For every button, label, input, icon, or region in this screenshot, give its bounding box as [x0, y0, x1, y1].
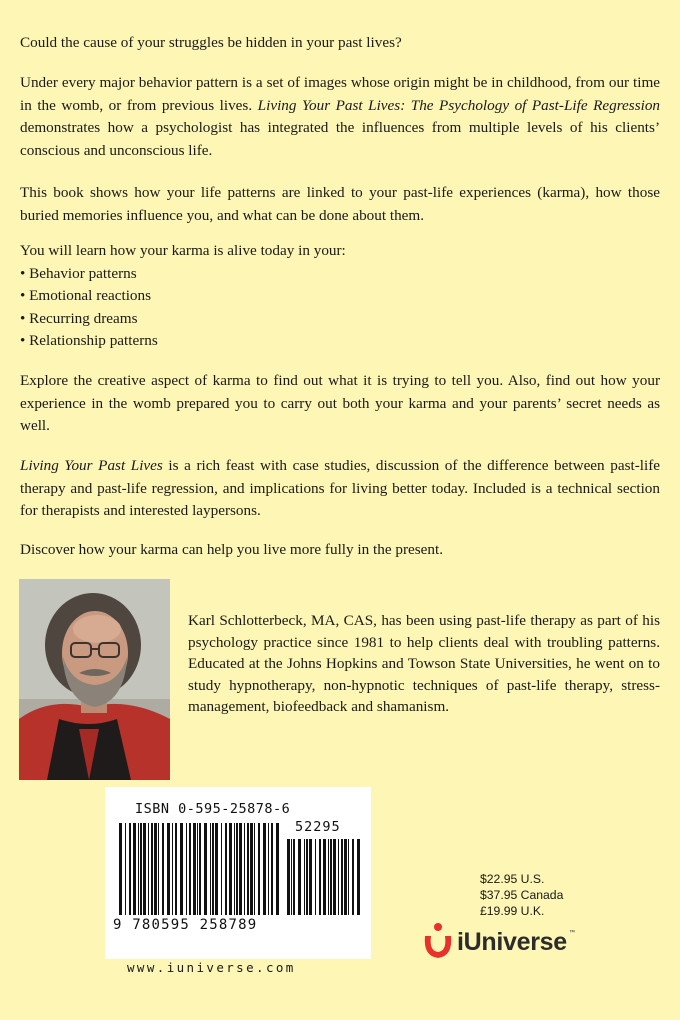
barcode-bar	[330, 839, 332, 915]
bullet-item: • Behavior patterns	[20, 263, 660, 286]
barcode-bar	[341, 839, 343, 915]
question-text: Could the cause of your struggles be hidden in your past lives?	[20, 34, 402, 51]
feast-rest: is a rich feast with case studies, discussion of the difference between past-life therapy and past-life regression, and implications for living better today. Included is a technical section for therapists and interested laypersons.	[20, 457, 660, 519]
barcode-bar	[333, 839, 336, 915]
barcode-bar	[271, 823, 273, 915]
intro-start: Under every major behavior pattern is a set of images whose origin might be in childhood, from our time in the womb, or from previous lives.	[20, 74, 660, 114]
barcode-bar	[315, 839, 316, 915]
price-uk: £19.99 U.K.	[480, 904, 545, 918]
intro-end: demonstrates how a psychologist has integrated the influences from multiple levels of his clients’ conscious and unconscious life.	[20, 119, 660, 159]
blurb-paragraph-explore	[20, 370, 660, 438]
barcode-bar	[189, 823, 191, 915]
barcode-bar	[229, 823, 232, 915]
barcode-bar	[348, 839, 349, 915]
barcode-bar	[197, 823, 198, 915]
barcode-bar	[151, 823, 153, 915]
iuniverse-logo-icon	[421, 922, 455, 962]
barcode-bar	[154, 823, 157, 915]
blurb-paragraph-intro	[20, 72, 660, 162]
barcode-bar	[236, 823, 238, 915]
barcode-bar	[258, 823, 260, 915]
barcode-bar	[304, 839, 305, 915]
intro-paragraph	[20, 72, 660, 162]
barcode-bar	[250, 823, 253, 915]
author-photo	[19, 579, 170, 780]
barcode-bar	[234, 823, 235, 915]
barcode-bar	[254, 823, 255, 915]
barcode-bar	[247, 823, 249, 915]
barcode-bar	[138, 823, 139, 915]
explore-paragraph: Explore the creative aspect of karma to find out what it is trying to tell you. Also, find out how your experience in the womb prepared you to carry out both your karma and your parents’ secret needs as well.	[20, 372, 660, 434]
barcode-bar	[352, 839, 354, 915]
barcode-bar	[186, 823, 187, 915]
barcode-bar	[291, 839, 292, 915]
isbn-number: ISBN 0-595-25878-6	[135, 801, 291, 817]
book-title-italic-short: Living Your Past Lives	[20, 457, 163, 474]
author-bio: Karl Schlotterbeck, MA, CAS, has been using past-life therapy as part of his psychology practice since 1981 to help clients deal with troubling patterns. Educated at the Johns Hopkins and Towson State Universities, he went on to study hypnotherapy, non-hypnotic techniques of past-life therapy, stress-management, biofeedback and shamanism.	[188, 612, 660, 715]
barcode-bar	[293, 839, 295, 915]
barcode-bar	[143, 823, 146, 915]
discover-paragraph: Discover how your karma can help you live more fully in the present.	[20, 541, 444, 558]
barcode-bar	[158, 823, 159, 915]
barcode-bar	[357, 839, 360, 915]
barcode-bar	[193, 823, 196, 915]
ean-digits: 9 780595 258789	[113, 917, 258, 933]
price-canada: $37.95 Canada	[480, 888, 564, 902]
barcode-bar	[125, 823, 126, 915]
barcode-bar	[162, 823, 164, 915]
publisher-logo	[421, 922, 581, 962]
barcode-bar	[309, 839, 312, 915]
barcode-bar	[298, 839, 301, 915]
barcode-bar	[167, 823, 170, 915]
barcode-bar	[319, 839, 321, 915]
barcode-bar	[119, 823, 122, 915]
bullet-item: • Relationship patterns	[20, 330, 660, 353]
book-title-italic: Living Your Past Lives: The Psychology of Past-Life Regression	[257, 96, 661, 114]
bullet-list	[20, 263, 660, 353]
bullet-item: • Emotional reactions	[20, 285, 660, 308]
barcode-bar	[180, 823, 183, 915]
price-us: $22.95 U.S.	[480, 872, 545, 886]
barcode-bar	[225, 823, 227, 915]
barcode-bar	[344, 839, 347, 915]
isbn-barcode	[105, 787, 371, 959]
author-portrait-illustration	[19, 579, 170, 780]
barcode-bar	[268, 823, 269, 915]
barcode-bar	[133, 823, 136, 915]
barcode-bar	[199, 823, 201, 915]
price-code: 52295	[295, 819, 341, 835]
barcode-bar	[276, 823, 279, 915]
barcode-bar	[221, 823, 222, 915]
barcode-bar	[263, 823, 266, 915]
publisher-website: www.iuniverse.com	[127, 960, 296, 975]
karma-paragraph: This book shows how your life patterns are linked to your past-life experiences (karma), how those buried memories influence you, and what can be done about them.	[20, 184, 660, 224]
learn-intro: You will learn how your karma is alive today in your:	[20, 242, 346, 259]
price-list	[480, 871, 563, 919]
barcode-bar	[287, 839, 290, 915]
barcode-bar	[244, 823, 245, 915]
barcode-bar	[175, 823, 177, 915]
barcode-bar	[215, 823, 218, 915]
blurb-question	[20, 32, 660, 55]
barcode-bar	[212, 823, 214, 915]
barcode-bar	[172, 823, 173, 915]
barcode-bar	[210, 823, 211, 915]
publisher-name: iUniverse	[457, 928, 567, 956]
bullet-item: • Recurring dreams	[20, 308, 660, 331]
barcode-bar	[148, 823, 149, 915]
barcode-bar	[306, 839, 308, 915]
trademark-symbol: ™	[569, 930, 575, 936]
blurb-paragraph-feast	[20, 455, 660, 523]
barcode-bar	[239, 823, 242, 915]
barcode-bar	[204, 823, 207, 915]
barcode-bar	[328, 839, 329, 915]
blurb-paragraph-karma	[20, 182, 660, 227]
barcode-bar	[323, 839, 326, 915]
feast-paragraph	[20, 455, 660, 523]
barcode-bar	[140, 823, 142, 915]
barcode-bar	[338, 839, 339, 915]
blurb-paragraph-discover	[20, 539, 660, 562]
blurb-learn-list	[20, 240, 660, 353]
barcode-bar	[129, 823, 131, 915]
